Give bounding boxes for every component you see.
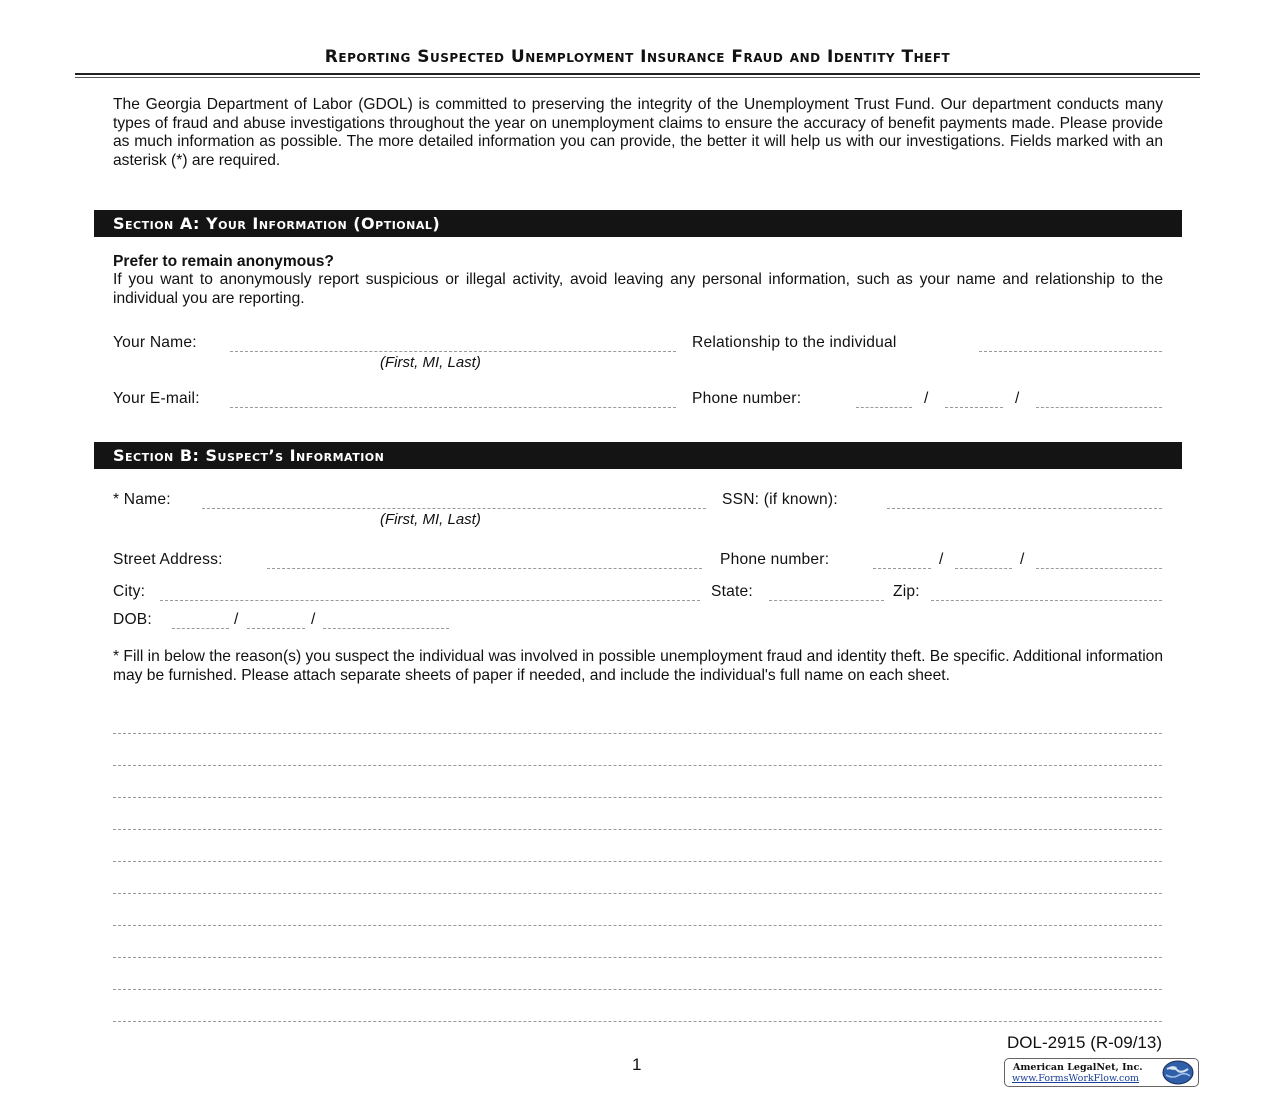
logo-name: American LegalNet, Inc.	[1013, 1062, 1143, 1073]
dob-year-field[interactable]	[323, 628, 449, 629]
suspect-phone-label: Phone number:	[720, 551, 830, 568]
page-number: 1	[632, 1055, 642, 1074]
reason-line[interactable]	[113, 765, 1162, 766]
dob-separator: /	[234, 611, 239, 628]
suspect-phone-area-field[interactable]	[873, 568, 931, 569]
anonymous-heading: Prefer to remain anonymous?	[113, 253, 334, 270]
reason-line[interactable]	[113, 829, 1162, 830]
street-address-label: Street Address:	[113, 551, 223, 568]
your-name-label: Your Name:	[113, 334, 197, 351]
zip-label: Zip:	[893, 583, 920, 600]
section-a-heading: Section A: Your Information (Optional)	[94, 210, 1182, 237]
reason-line[interactable]	[113, 733, 1162, 734]
reason-instructions: * Fill in below the reason(s) you suspect the individual was involved in possible unemployment fraud and identity theft. Be specific. Additional information may be furnished. Please attach separate sheets of paper if needed, and include the individual's full name on each sheet.	[113, 648, 1163, 684]
phone-separator: /	[1020, 551, 1025, 568]
state-field[interactable]	[769, 600, 884, 601]
suspect-phone-prefix-field[interactable]	[955, 568, 1012, 569]
globe-icon	[1161, 1060, 1195, 1085]
your-name-field[interactable]	[230, 351, 676, 352]
dob-label: DOB:	[113, 611, 152, 628]
suspect-name-field[interactable]	[202, 508, 706, 509]
reason-line[interactable]	[113, 893, 1162, 894]
ssn-field[interactable]	[887, 508, 1162, 509]
your-email-label: Your E-mail:	[113, 390, 200, 407]
relationship-label: Relationship to the individual	[692, 334, 897, 351]
publisher-logo[interactable]	[1004, 1058, 1199, 1087]
document-title: Reporting Suspected Unemployment Insurance Fraud and Identity Theft	[324, 47, 951, 67]
state-label: State:	[711, 583, 753, 600]
your-name-hint: (First, MI, Last)	[380, 354, 481, 371]
intro-paragraph: The Georgia Department of Labor (GDOL) is committed to preserving the integrity of the Unemployment Trust Fund. Our department conducts many types of fraud and abuse investigations throughout the year on unemployment claims to ensure the accuracy of benefit payments made. Please provide as much information as possible. The more detailed information you can provide, the better it will help us with our investigations. Fields marked with an asterisk (*) are required.	[113, 96, 1163, 169]
street-address-field[interactable]	[267, 568, 702, 569]
section-b-heading: Section B: Suspect’s Information	[94, 442, 1182, 469]
reason-line[interactable]	[113, 957, 1162, 958]
logo-url[interactable]: www.FormsWorkFlow.com	[1012, 1073, 1140, 1084]
dob-day-field[interactable]	[247, 628, 305, 629]
suspect-name-hint: (First, MI, Last)	[380, 511, 481, 528]
your-phone-label: Phone number:	[692, 390, 802, 407]
reason-line[interactable]	[113, 989, 1162, 990]
title-rule	[75, 73, 1200, 75]
your-phone-prefix-field[interactable]	[945, 407, 1003, 408]
city-field[interactable]	[160, 600, 700, 601]
relationship-field[interactable]	[979, 351, 1162, 352]
suspect-phone-line-field[interactable]	[1036, 568, 1162, 569]
your-email-field[interactable]	[230, 407, 676, 408]
reason-line[interactable]	[113, 925, 1162, 926]
zip-field[interactable]	[931, 600, 1162, 601]
anonymous-text: If you want to anonymously report suspicious or illegal activity, avoid leaving any personal information, such as your name and relationship to the individual you are reporting.	[113, 271, 1163, 307]
phone-separator: /	[1015, 390, 1020, 407]
dob-month-field[interactable]	[172, 628, 229, 629]
reason-line[interactable]	[113, 861, 1162, 862]
phone-separator: /	[939, 551, 944, 568]
reason-line[interactable]	[113, 797, 1162, 798]
dob-separator: /	[311, 611, 316, 628]
reason-line[interactable]	[113, 1021, 1162, 1022]
your-phone-area-field[interactable]	[856, 407, 912, 408]
title-rule-thin	[75, 77, 1200, 78]
phone-separator: /	[924, 390, 929, 407]
ssn-label: SSN: (if known):	[722, 491, 838, 508]
your-phone-line-field[interactable]	[1036, 407, 1162, 408]
form-number: DOL-2915 (R-09/13)	[1007, 1033, 1162, 1052]
suspect-name-label: * Name:	[113, 491, 171, 508]
city-label: City:	[113, 583, 146, 600]
